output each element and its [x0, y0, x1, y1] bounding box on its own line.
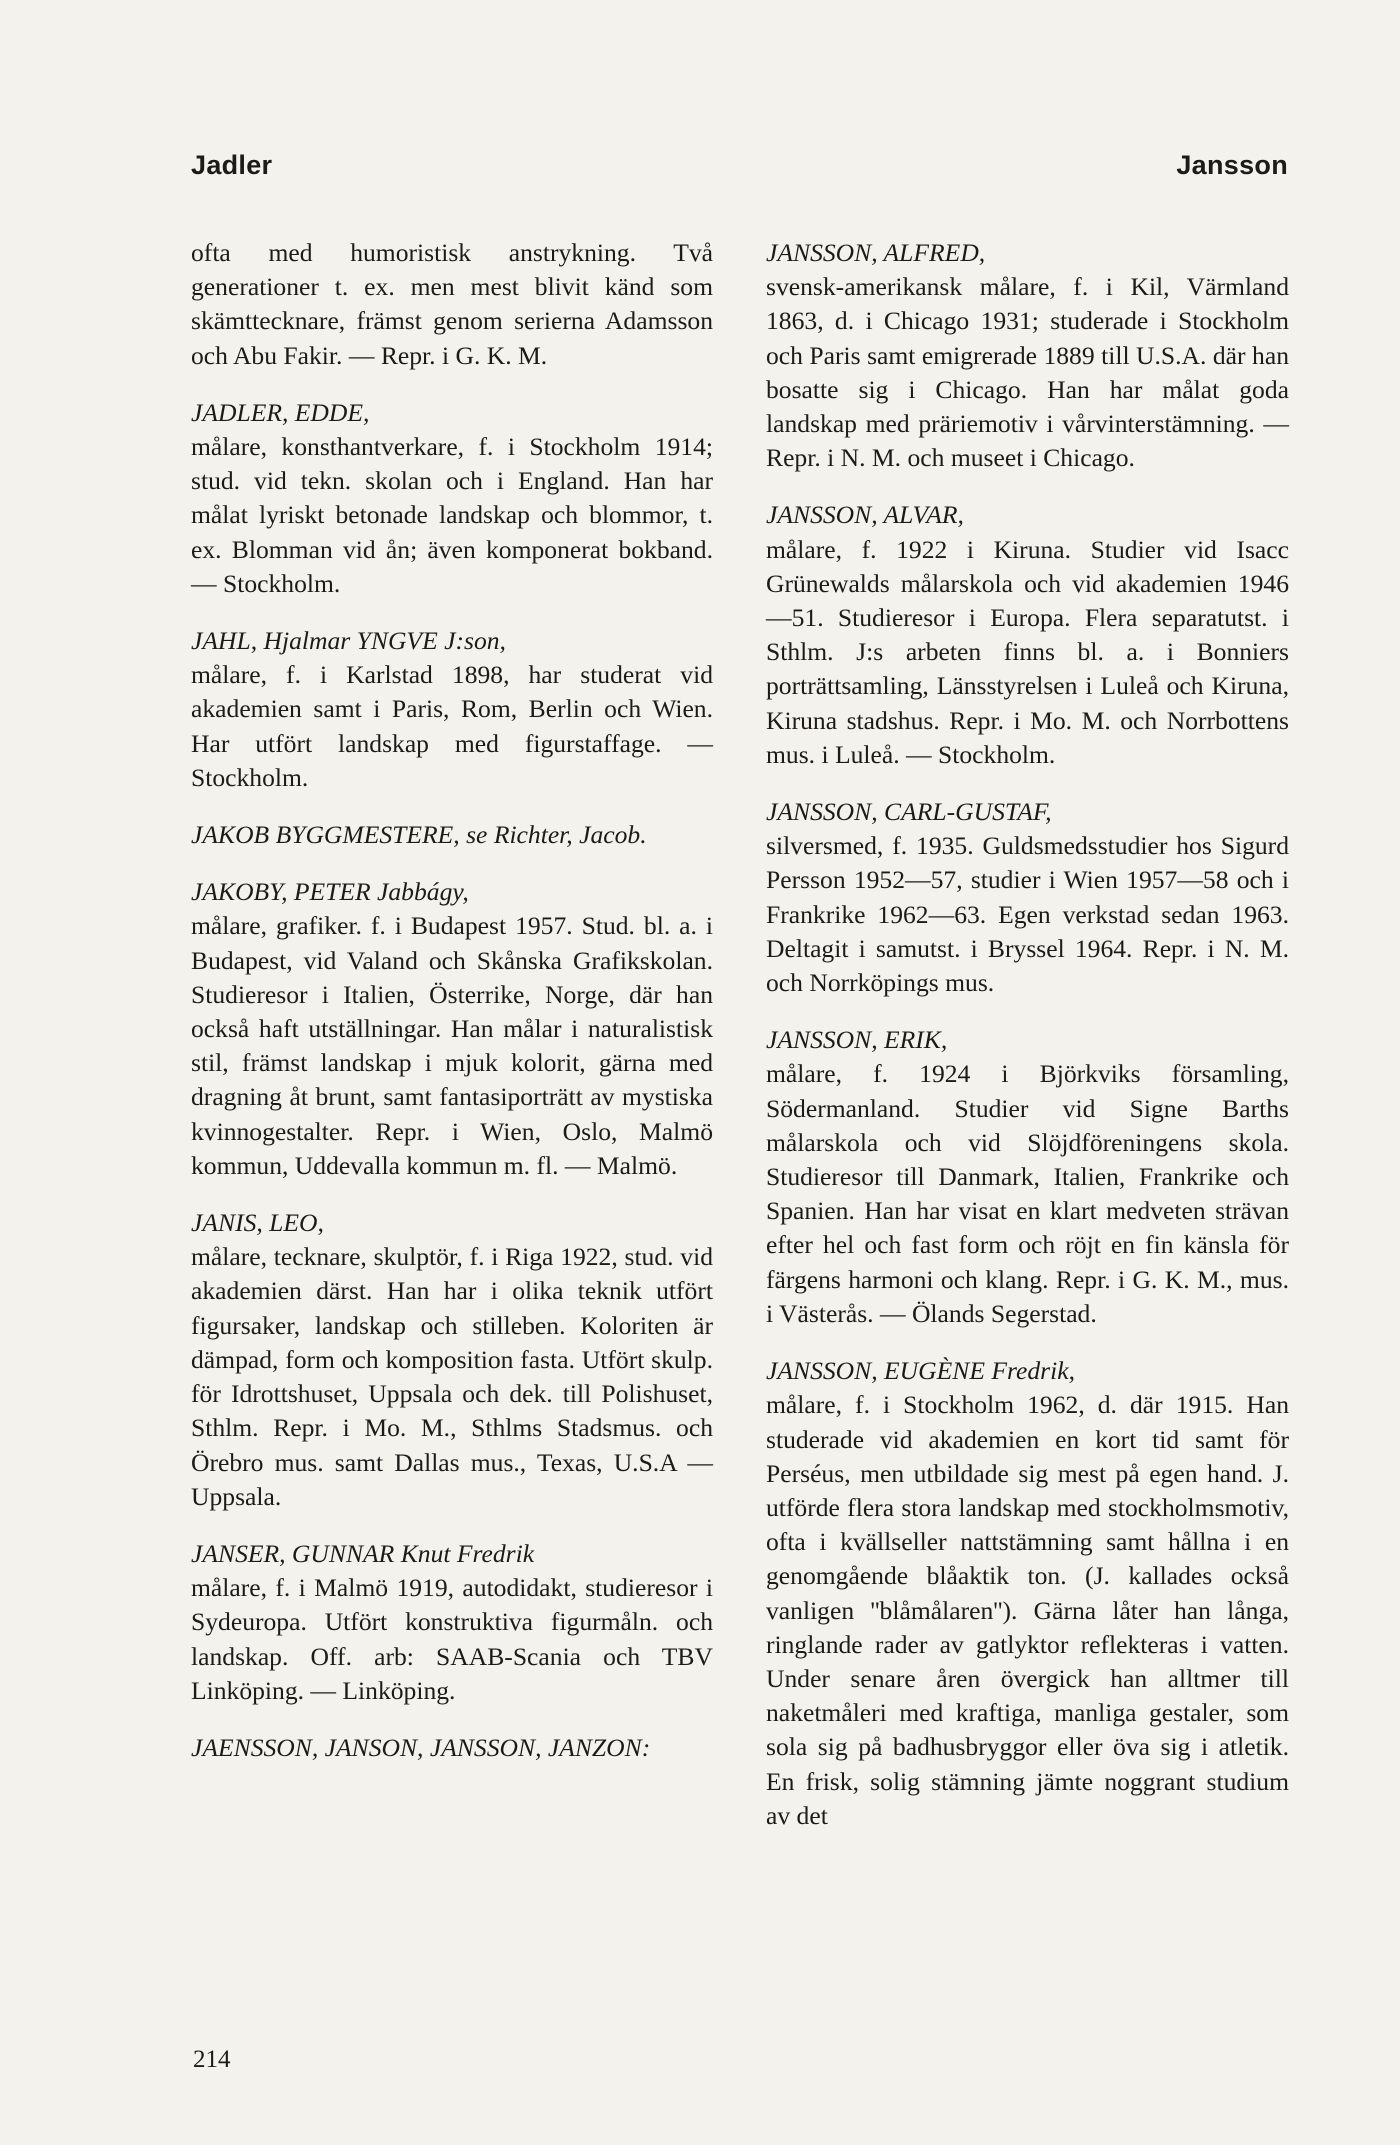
entry-heading: JANSSON, ALVAR,: [766, 500, 964, 530]
entry-body: målare, f. i Karlstad 1898, har studerat vid akademien samt i Paris, Rom, Berlin och Wien. Har utfört landskap med figurstaffage. — Stockholm.: [191, 660, 713, 792]
entry-heading: JADLER, EDDE,: [191, 397, 370, 427]
entry-heading: JAENSSON, JANSON, JANSSON, JANZON:: [191, 1732, 651, 1762]
running-head-right: Jansson: [1176, 150, 1288, 180]
entry-body: målare, grafiker. f. i Budapest 1957. Stud. bl. a. i Budapest, vid Valand och Skånska Grafikskolan. Studieresor i Italien, Österrike, Norge, där han också haft utställningar. Han målar i naturalistisk stil, främst landskap i mjuk kolorit, gärna med dragning åt brunt, samt fantasiporträtt av mystiska kvinnogestalter. Repr. i Wien, Oslo, Malmö kommun, Uddevalla kommun m. fl. — Malmö.: [191, 911, 713, 1180]
right-column: [766, 236, 1289, 1856]
entry-body: målare, f. i Malmö 1919, autodidakt, studieresor i Sydeuropa. Utfört konstruktiva figurmåln. och landskap. Off. arb: SAAB-Scania och TBV Linköping. — Linköping.: [191, 1573, 713, 1705]
entry-body: silversmed, f. 1935. Guldsmedsstudier hos Sigurd Persson 1952—57, studier i Wien 1957—58 och i Frankrike 1962—63. Egen verkstad sedan 1963. Deltagit i samutst. i Bryssel 1964. Repr. i N. M. och Norrköpings mus.: [766, 831, 1289, 998]
continuation-text: ofta med humoristisk anstrykning. Två generationer t. ex. men mest blivit känd som skämttecknare, främst genom serierna Adamsson och Abu Fakir. — Repr. i G. K. M.: [191, 238, 713, 370]
entry-heading: JANSSON, ALFRED,: [766, 238, 986, 267]
entry-jadler-edde: [191, 396, 713, 601]
entry-jahl-hjalmar: [191, 624, 713, 795]
entry-jansson-alvar: [766, 498, 1289, 772]
entry-heading: JANIS, LEO,: [191, 1208, 324, 1238]
entry-janser-gunnar: [191, 1537, 713, 1708]
entry-jansson-eugene: [766, 1354, 1289, 1833]
page-number: 214: [193, 2046, 231, 2073]
entry-jakob-byggmestere: [191, 818, 713, 852]
entry-heading: JAKOB BYGGMESTERE, se Richter, Jacob.: [191, 820, 647, 850]
entry-heading: JAKOBY, PETER Jabbágy,: [191, 877, 469, 907]
entry-heading: JANSSON, ERIK,: [766, 1025, 948, 1055]
entry-jansson-alfred: [766, 236, 1289, 475]
entry-heading: JANSER, GUNNAR Knut Fredrik: [191, 1538, 535, 1568]
entry-jansson-carl-gustaf: [766, 795, 1289, 1000]
entry-body: målare, f. 1922 i Kiruna. Studier vid Isacc Grünewalds målarskola och vid akademien 1946—51. Studieresor i Europa. Flera separatutst. i Sthlm. J:s arbeten finns bl. a. i Bonniers porträttsamling, Länsstyrelsen i Luleå och Kiruna, Kiruna stadshus. Repr. i Mo. M. och Norrbottens mus. i Luleå. — Stockholm.: [766, 534, 1289, 769]
entry-janis-leo: [191, 1206, 713, 1514]
left-column: [191, 236, 713, 1788]
entry-body: målare, konsthantverkare, f. i Stockholm 1914; stud. vid tekn. skolan och i England. Han har målat lyriskt betonade landskap och blommor, t. ex. Blomman vid ån; även komponerat bokband. — Stockholm.: [191, 432, 713, 598]
entry-body: svensk-amerikansk målare, f. i Kil, Värmland 1863, d. i Chicago 1931; studerade i Stockholm och Paris samt emigrerade 1889 till U.S.A. där han bosatte sig i Chicago. Han har målat goda landskap med präriemotiv i vårvinterstämning. — Repr. i N. M. och museet i Chicago.: [766, 272, 1289, 473]
entry-jakoby-peter: [191, 875, 713, 1183]
entry-jansson-erik: [766, 1023, 1289, 1331]
entry-body: målare, f. 1924 i Björkviks församling, Södermanland. Studier vid Signe Barths målarskola och vid Slöjdföreningens skola. Studieresor till Danmark, Italien, Frankrike och Spanien. Han har visat en klart medveten strävan efter hel och fast form och röjt en fin känsla för färgens harmoni och klang. Repr. i G. K. M., mus. i Västerås. — Ölands Segerstad.: [766, 1059, 1289, 1328]
entry-heading: JAHL, Hjalmar YNGVE J:son,: [191, 626, 506, 656]
entry-heading: JANSSON, EUGÈNE Fredrik,: [766, 1356, 1075, 1386]
entry-body: målare, tecknare, skulptör, f. i Riga 1922, stud. vid akademien därst. Han har i olika teknik utfört figursaker, landskap och stilleben. Koloriten är dämpad, form och komposition fasta. Utfört skulp. för Idrottshuset, Uppsala och dek. till Polishuset, Sthlm. Repr. i Mo. M., Sthlms Stadsmus. och Örebro mus. samt Dallas mus., Texas, U.S.A — Uppsala.: [191, 1242, 713, 1511]
entry-jaensson-group: [191, 1731, 713, 1765]
entry-heading: JANSSON, CARL-GUSTAF,: [766, 797, 1052, 827]
entry-body: målare, f. i Stockholm 1962, d. där 1915. Han studerade vid akademien en kort tid samt för Perséus, men utbildade sig mest på egen hand. J. utförde flera stora landskap med stockholmsmotiv, ofta i kvällseller nattstämning samt hållna i en genomgående blåaktik ton. (J. kallades också vanligen ''blåmålaren''). Gärna låter han långa, ringlande rader av gatlyktor reflekteras i vatten. Under senare åren övergick han alltmer till naketmåleri med kraftiga, manliga gestaler, som sola sig på badhusbryggor eller öva sig i atletik. En frisk, solig stämning jämte noggrant studium av det: [766, 1390, 1289, 1830]
running-head-left: Jadler: [191, 150, 273, 180]
